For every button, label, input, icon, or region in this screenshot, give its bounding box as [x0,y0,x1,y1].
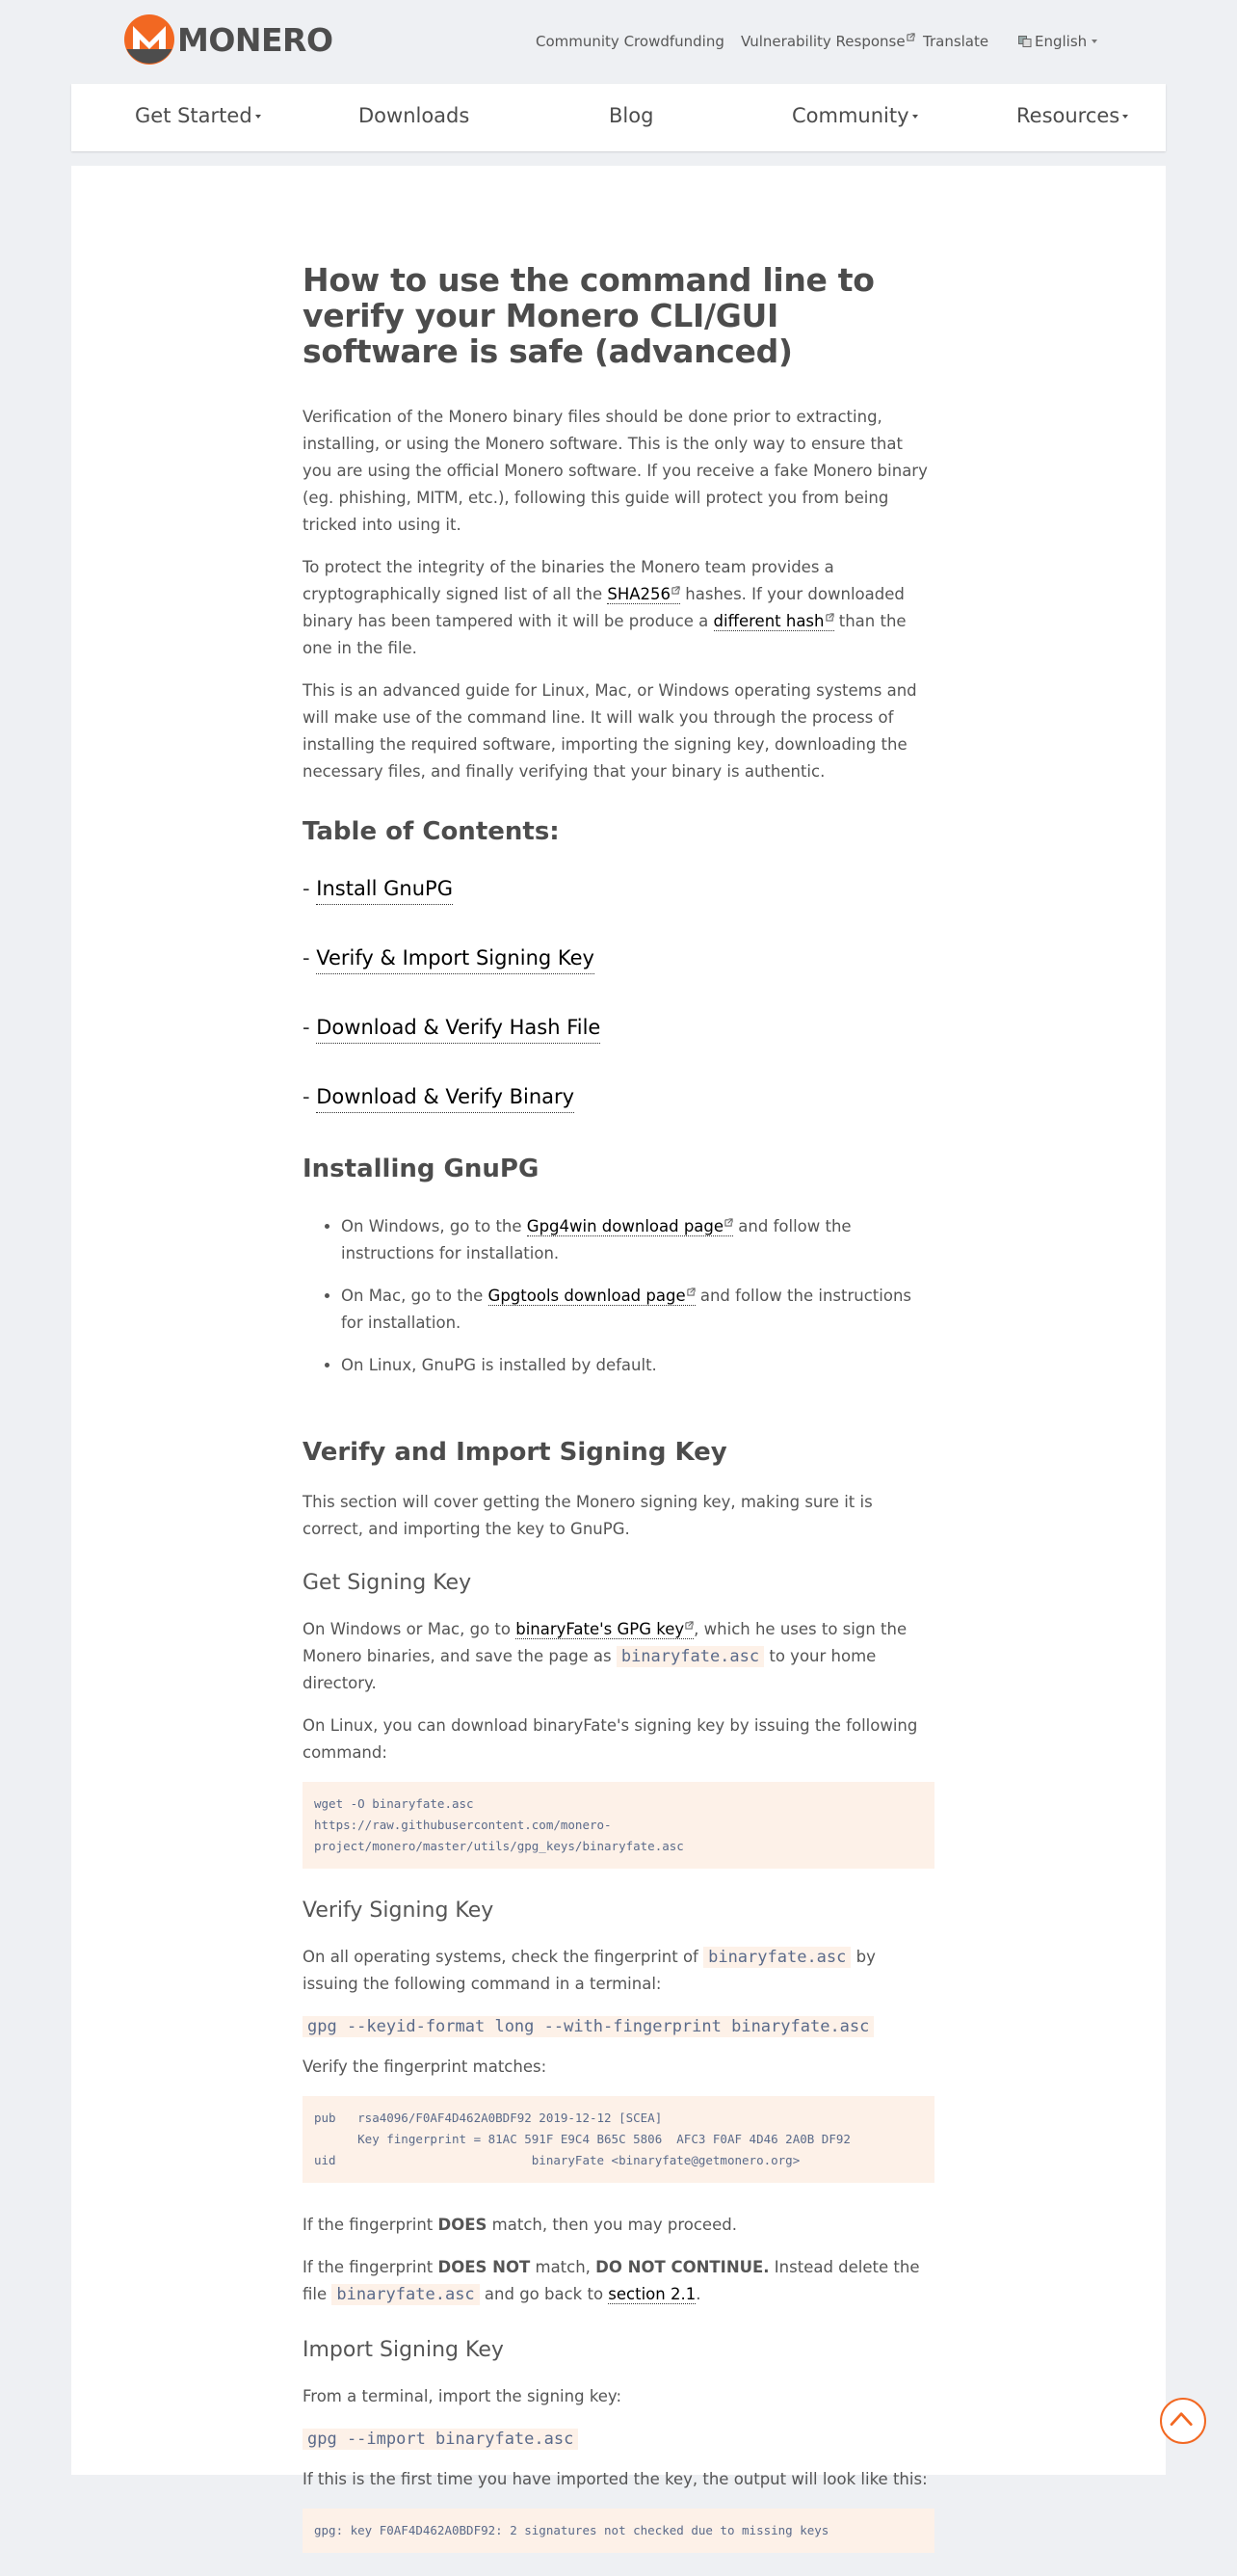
intro2-text-b: hashes. If your downloaded binary has been tampered with it will be produce a [303,585,905,630]
get-key-linux: On Linux, you can download binaryFate's signing key by issuing the following command: [303,1716,918,1762]
inline-code: gpg --import binaryfate.asc [303,2429,578,2450]
sha256-label: SHA256 [607,585,671,603]
toc-prefix: - [303,1016,317,1039]
toc-link-verify-hash-file[interactable]: Download & Verify Hash File [316,1016,600,1044]
import-cmd-line [303,2426,934,2453]
table-of-contents [303,874,934,1111]
inline-code: binaryfate.asc [617,1646,764,1667]
language-label: English [1035,33,1088,50]
chevron-down-icon [912,115,918,119]
does-text-c: match, then you may proceed. [487,2216,737,2234]
vulnerability-link[interactable] [741,33,915,50]
translate-link[interactable]: Translate [923,33,989,50]
does-match-paragraph [303,2212,934,2239]
binaryfate-key-link[interactable] [515,1620,694,1639]
toc-item [303,874,934,903]
install-heading: Installing GnuPG [303,1155,540,1183]
nav-blog[interactable]: Blog [609,104,654,127]
external-link-icon [907,33,915,41]
nav-community[interactable] [792,104,918,127]
get-key-heading: Get Signing Key [303,1571,472,1595]
crowdfunding-link[interactable]: Community Crowdfunding [536,33,724,50]
toc-link-install-gnupg[interactable]: Install GnuPG [316,877,453,905]
doesnot-text-f: and go back to [479,2285,609,2303]
external-link-icon [685,1621,694,1630]
inline-code: binaryfate.asc [703,1947,851,1968]
do-not-continue: DO NOT CONTINUE. [595,2258,770,2276]
does-bold: DOES [437,2216,487,2234]
external-link-icon [826,613,834,622]
section-link[interactable]: section 2.1 [608,2285,697,2303]
intro2-text-a: To protect the integrity of the binaries the Monero team provides a cryptographically signed list of all the [303,558,834,603]
intro-paragraph-2 [303,554,934,662]
vulnerability-label: Vulnerability Response [741,33,906,50]
import-key-heading: Import Signing Key [303,2338,504,2362]
install-win-text-a: On Windows, go to the [341,1217,527,1235]
verify-heading: Verify and Import Signing Key [303,1438,727,1467]
language-icon [1018,36,1032,47]
toc-item [303,1082,934,1111]
intro-paragraph-1: Verification of the Monero binary files should be done prior to extracting, installing, or using the Monero software. This is the only way to ensure that you are using the official Monero software. If you receive a fake Monero binary (eg. phishing, MITM, etc.), following this guide will protect you from being tricked into using it. [303,408,928,534]
chevron-up-icon [1162,2400,1204,2442]
main-nav [71,84,1166,151]
verify-intro: This section will cover getting the Monero signing key, making sure it is correct, and importing the key to GnuPG. [303,1493,873,1538]
top-bar [0,0,1237,83]
doesnot-text-g: . [696,2285,701,2303]
top-links [0,33,1237,52]
doesnot-text-a: If the fingerprint [303,2258,438,2276]
install-mac-text-b: and follow the instructions for installation. [341,1287,911,1332]
different-hash-label: different hash [713,612,825,630]
nav-community-label: Community [792,104,909,127]
scroll-to-top-button[interactable] [1160,2398,1206,2444]
list-item: • On Linux, GnuPG is installed by default. [341,1352,934,1379]
nav-resources-label: Resources [1016,104,1120,127]
binaryfate-key-label: binaryFate's GPG key [515,1620,685,1638]
fingerprint-code-block: pub rsa4096/F0AF4D462A0BDF92 2019-12-12 [SCEA] Key fingerprint = 81AC 591F E9C4 B65C 5806 AFC3 F0AF 4D46 2A0B DF92 uid binaryFate <binaryfate@getmonero.org> [303,2096,934,2183]
nav-resources[interactable] [1016,104,1128,127]
doesnot-bold: DOES NOT [437,2258,531,2276]
list-item [341,1283,934,1337]
verify-key-text-b: by issuing the following command in a terminal: [303,1948,876,1993]
import-code-block: gpg: key F0AF4D462A0BDF92: 2 signatures not checked due to missing keys [303,2509,934,2553]
brand-name: MONERO [177,20,333,59]
wget-code-block: wget -O binaryfate.asc https://raw.githubusercontent.com/monero- project/monero/master/utils/gpg_keys/binaryfate.asc [303,1782,934,1869]
verify-key-heading: Verify Signing Key [303,1899,494,1923]
toc-link-verify-binary[interactable]: Download & Verify Binary [316,1085,574,1113]
get-key-paragraph [303,1616,934,1697]
nav-get-started[interactable] [135,104,261,127]
install-win-text-b: and follow the instructions for installation. [341,1217,852,1262]
fingerprint-match-text: Verify the fingerprint matches: [303,2058,547,2076]
install-list [341,1213,934,1379]
external-link-icon [671,586,680,595]
intro-paragraph-3: This is an advanced guide for Linux, Mac, or Windows operating systems and will make use of the command line. It will walk you through the process of installing the required software, importing the signing key, downloading the necessary files, and finally verifying that your binary is authentic. [303,681,917,781]
get-key-text-c: to your home directory. [303,1647,877,1692]
article [303,262,934,2576]
verify-key-paragraph [303,1944,934,1998]
toc-link-verify-import-key[interactable]: Verify & Import Signing Key [316,946,594,974]
inline-code: binaryfate.asc [331,2284,479,2305]
install-mac-text-a: On Mac, go to the [341,1287,488,1305]
does-not-match-paragraph [303,2254,934,2308]
nav-downloads[interactable]: Downloads [358,104,470,127]
toc-heading: Table of Contents: [303,817,560,846]
page-title: How to use the command line to verify your Monero CLI/GUI software is safe (advanced) [303,261,875,370]
chevron-down-icon [1122,115,1128,119]
import-intro: From a terminal, import the signing key: [303,2387,622,2405]
list-item [341,1213,934,1267]
get-key-text-b: , which he uses to sign the Monero binaries, and save the page as [303,1620,908,1665]
doesnot-text-e: Instead delete the file [303,2258,920,2303]
sha256-link[interactable] [607,585,680,604]
fingerprint-cmd-line [303,2013,934,2040]
different-hash-link[interactable] [714,612,834,631]
toc-item [303,1013,934,1042]
nav-get-started-label: Get Started [135,104,252,127]
external-link-icon [724,1218,733,1227]
import-first-text: If this is the first time you have imported the key, the output will look like this: [303,2470,928,2488]
toc-prefix: - [303,946,317,969]
inline-code: gpg --keyid-format long --with-fingerprint binaryfate.asc [303,2016,874,2037]
toc-prefix: - [303,1085,317,1108]
language-selector[interactable] [1018,33,1097,50]
verify-key-text-a: On all operating systems, check the fingerprint of [303,1948,704,1966]
does-text-a: If the fingerprint [303,2216,438,2234]
toc-prefix: - [303,877,317,900]
gpg4win-link[interactable] [527,1217,733,1236]
toc-item [303,943,934,972]
gpgtools-link[interactable] [488,1287,696,1306]
gpgtools-label: Gpgtools download page [487,1287,686,1305]
chevron-down-icon [255,115,261,119]
intro2-text-c: than the one in the file. [303,612,907,657]
chevron-down-icon [1092,40,1097,43]
get-key-text-a: On Windows or Mac, go to [303,1620,516,1638]
gpg4win-label: Gpg4win download page [526,1217,724,1235]
doesnot-text-c: match, [530,2258,596,2276]
external-link-icon [687,1288,696,1296]
